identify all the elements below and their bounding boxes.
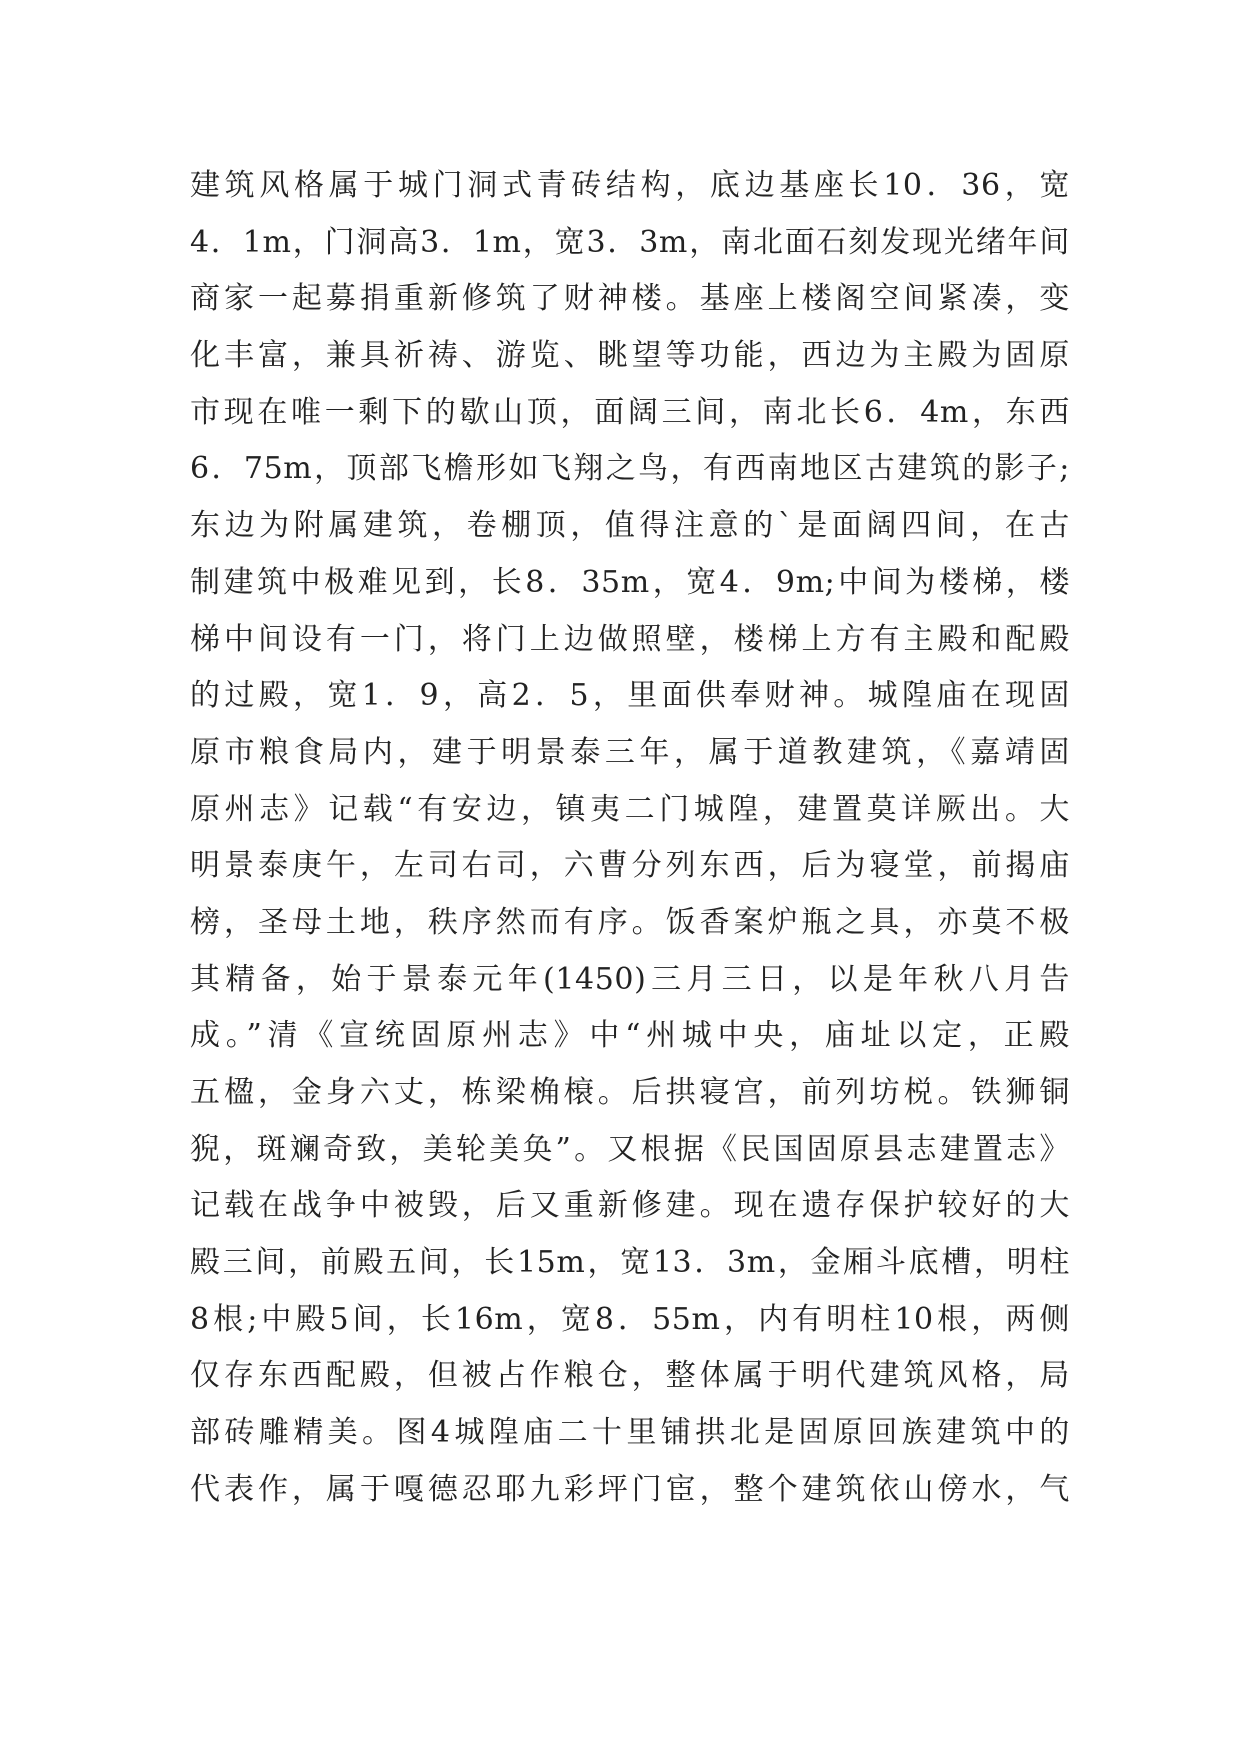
text-line: 五楹，金身六丈，栋梁桷榱。后拱寝宫，前列坊棁。铁狮铜: [190, 1075, 1070, 1110]
text-line: 明景泰庚午，左司右司，六曹分列东西，后为寝堂，前揭庙: [190, 848, 1070, 884]
text-line: 6．75m，顶部飞檐形如飞翔之鸟，有西南地区古建筑的影子;: [190, 451, 1070, 487]
text-line: 的过殿，宽1．9，高2．5，里面供奉财神。城隍庙在现固: [190, 678, 1070, 714]
text-line: 成。”清《宣统固原州志》中“州城中央，庙址以定，正殿: [190, 1018, 1070, 1054]
text-line: 部砖雕精美。图4城隍庙二十里铺拱北是固原回族建筑中的: [190, 1415, 1070, 1451]
text-line: 商家一起募捐重新修筑了财神楼。基座上楼阁空间紧凑，变: [190, 281, 1070, 317]
text-line: 制建筑中极难见到，长8．35m，宽4．9m;中间为楼梯，楼: [190, 564, 1070, 600]
text-line: 化丰富，兼具祈祷、游览、眺望等功能，西边为主殿为固原: [190, 338, 1070, 374]
text-line: 猊，斑斓奇致，美轮美奂”。又根据《民国固原县志建置志》: [190, 1131, 1070, 1167]
text-line: 梯中间设有一门，将门上边做照壁，楼梯上方有主殿和配殿: [190, 621, 1070, 657]
text-line: 代表作，属于嘎德忍耶九彩坪门宦，整个建筑依山傍水，气: [190, 1471, 1070, 1507]
text-line: 其精备，始于景泰元年(1450)三月三日，以是年秋八月告: [190, 961, 1070, 997]
text-line: 殿三间，前殿五间，长15m，宽13．3m，金厢斗底槽，明柱: [190, 1245, 1070, 1281]
text-line: 4．1m，门洞高3．1m，宽3．3m，南北面石刻发现光绪年间: [190, 224, 1070, 260]
body-text: [190, 158, 1070, 1519]
text-line: 原市粮食局内，建于明景泰三年，属于道教建筑，《嘉靖固: [190, 734, 1070, 770]
text-line: 榜，圣母土地，秩序然而有序。饭香案炉瓶之具，亦莫不极: [190, 904, 1070, 940]
text-line: 市现在唯一剩下的歇山顶，面阔三间，南北长6．4m，东西: [190, 394, 1070, 430]
text-line: 8根;中殿5间，长16m，宽8．55m，内有明柱10根，两侧: [190, 1301, 1070, 1337]
text-line: 原州志》记载“有安边，镇夷二门城隍，建置莫详厥出。大: [190, 791, 1070, 827]
text-line: 建筑风格属于城门洞式青砖结构，底边基座长10．36，宽: [190, 168, 1070, 203]
text-line: 记载在战争中被毁，后又重新修建。现在遗存保护较好的大: [190, 1188, 1070, 1224]
text-line: 仅存东西配殿，但被占作粮仓，整体属于明代建筑风格，局: [190, 1358, 1070, 1394]
text-line: 东边为附属建筑，卷棚顶，值得注意的`是面阔四间，在古: [190, 508, 1070, 544]
